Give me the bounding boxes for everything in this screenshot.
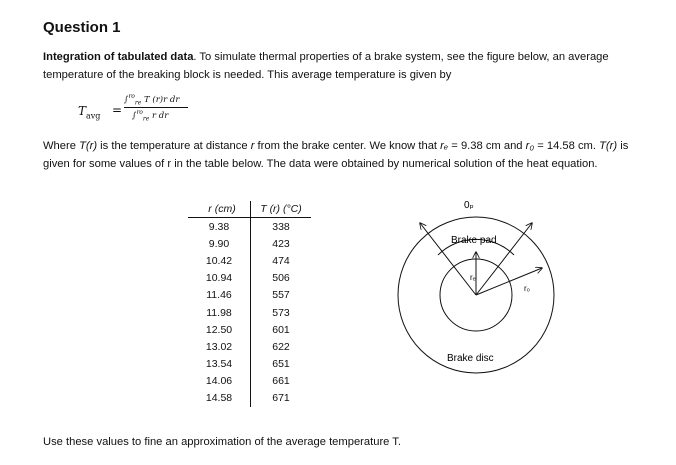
cell-t: 557 [251,287,312,304]
table-row [188,252,311,269]
cell-t: 338 [251,218,312,236]
cell-r: 11.98 [206,306,232,319]
cell-t: 661 [251,373,312,390]
where-text-1: Where [43,140,80,152]
table-row [188,321,311,338]
cell-r: 14.58 [205,392,233,405]
cell-t: 622 [251,338,312,355]
numerator-integral-sign: ∫ [124,94,129,105]
where-re: rₑ [440,140,449,152]
re-label: rₑ [470,273,476,282]
table-row [188,373,311,390]
formula-lhs [78,104,100,120]
cell-t: 474 [251,252,312,269]
cell-r: 12.50 [205,323,233,336]
temperature-table [188,201,311,407]
where-ro: r₀ [525,140,535,152]
cell-r: 11.46 [206,289,232,302]
cell-r: 9.38 [208,220,230,233]
brake-disc-label: Brake disc [447,353,494,364]
top-label: 0ₚ [464,200,474,211]
denominator-upper-limit: ro [136,109,143,116]
numerator-upper-limit: ro [128,93,135,100]
table-row [188,390,311,407]
cell-t: 573 [251,304,312,321]
where-text-4: = 9.38 cm and [448,140,526,152]
formula-lhs-subscript: avg [86,111,101,121]
numerator-lower-limit: re [134,99,142,107]
cell-r: 13.54 [205,358,233,371]
table-row [188,304,311,321]
table-row [188,338,311,355]
table-row [188,270,311,287]
where-paragraph [43,137,655,173]
cell-t: 671 [251,390,312,407]
fraction-bar [124,107,188,108]
intro-paragraph [43,48,655,84]
brake-diagram [392,195,662,425]
brake-pad-label: Brake pad [451,235,497,246]
cell-r: 10.42 [205,254,233,267]
header-r: r (cm) [188,201,251,218]
formula-lhs-symbol: T [78,104,87,118]
average-temperature-formula [78,93,208,133]
where-text-3: from the brake center. We know that [254,140,441,152]
table-row [188,235,311,252]
formula-denominator [132,109,168,123]
cell-t: 601 [251,321,312,338]
ro-label: r₀ [524,284,530,293]
cell-t: 651 [251,356,312,373]
intro-bold-lead: Integration of tabulated data [43,51,194,63]
cell-r: 9.90 [208,237,230,250]
formula-equals: = [112,103,123,117]
pad-left-edge-line [420,223,476,295]
table-row [188,287,311,304]
where-Tr-2: T(r) [599,140,618,152]
numerator-body: T (r)r dr [144,94,180,105]
formula-numerator [124,93,179,107]
denominator-body: r dr [152,110,169,121]
table-row [188,356,311,373]
cell-t: 506 [251,270,312,287]
where-text-2: is the temperature at distance [97,140,251,152]
table-row [188,218,311,236]
denominator-lower-limit: re [142,115,150,123]
where-Tr: T(r) [79,140,98,152]
final-instruction: Use these values to fine an approximation of the average temperature T. [43,436,402,448]
cell-t: 423 [251,235,312,252]
intro-text: . To simulate thermal properties of a brake system, see the figure below, an average temperature of the breaking block is needed. This average temperature is given by [43,51,609,81]
header-temperature: T (r) (°C) [251,201,312,218]
cell-r: 10.94 [205,272,233,285]
cell-r: 13.02 [205,340,233,353]
table-header-row [188,201,311,218]
where-text-6: is given for some values of r in the table below. The data were obtained by numerical solution of the heat equation. [43,140,629,170]
denominator-integral-sign: ∫ [132,110,137,121]
where-r: r [250,140,255,152]
where-text-5: = 14.58 cm. [534,140,600,152]
question-title: Question 1 [43,19,121,36]
cell-r: 14.06 [205,375,233,388]
